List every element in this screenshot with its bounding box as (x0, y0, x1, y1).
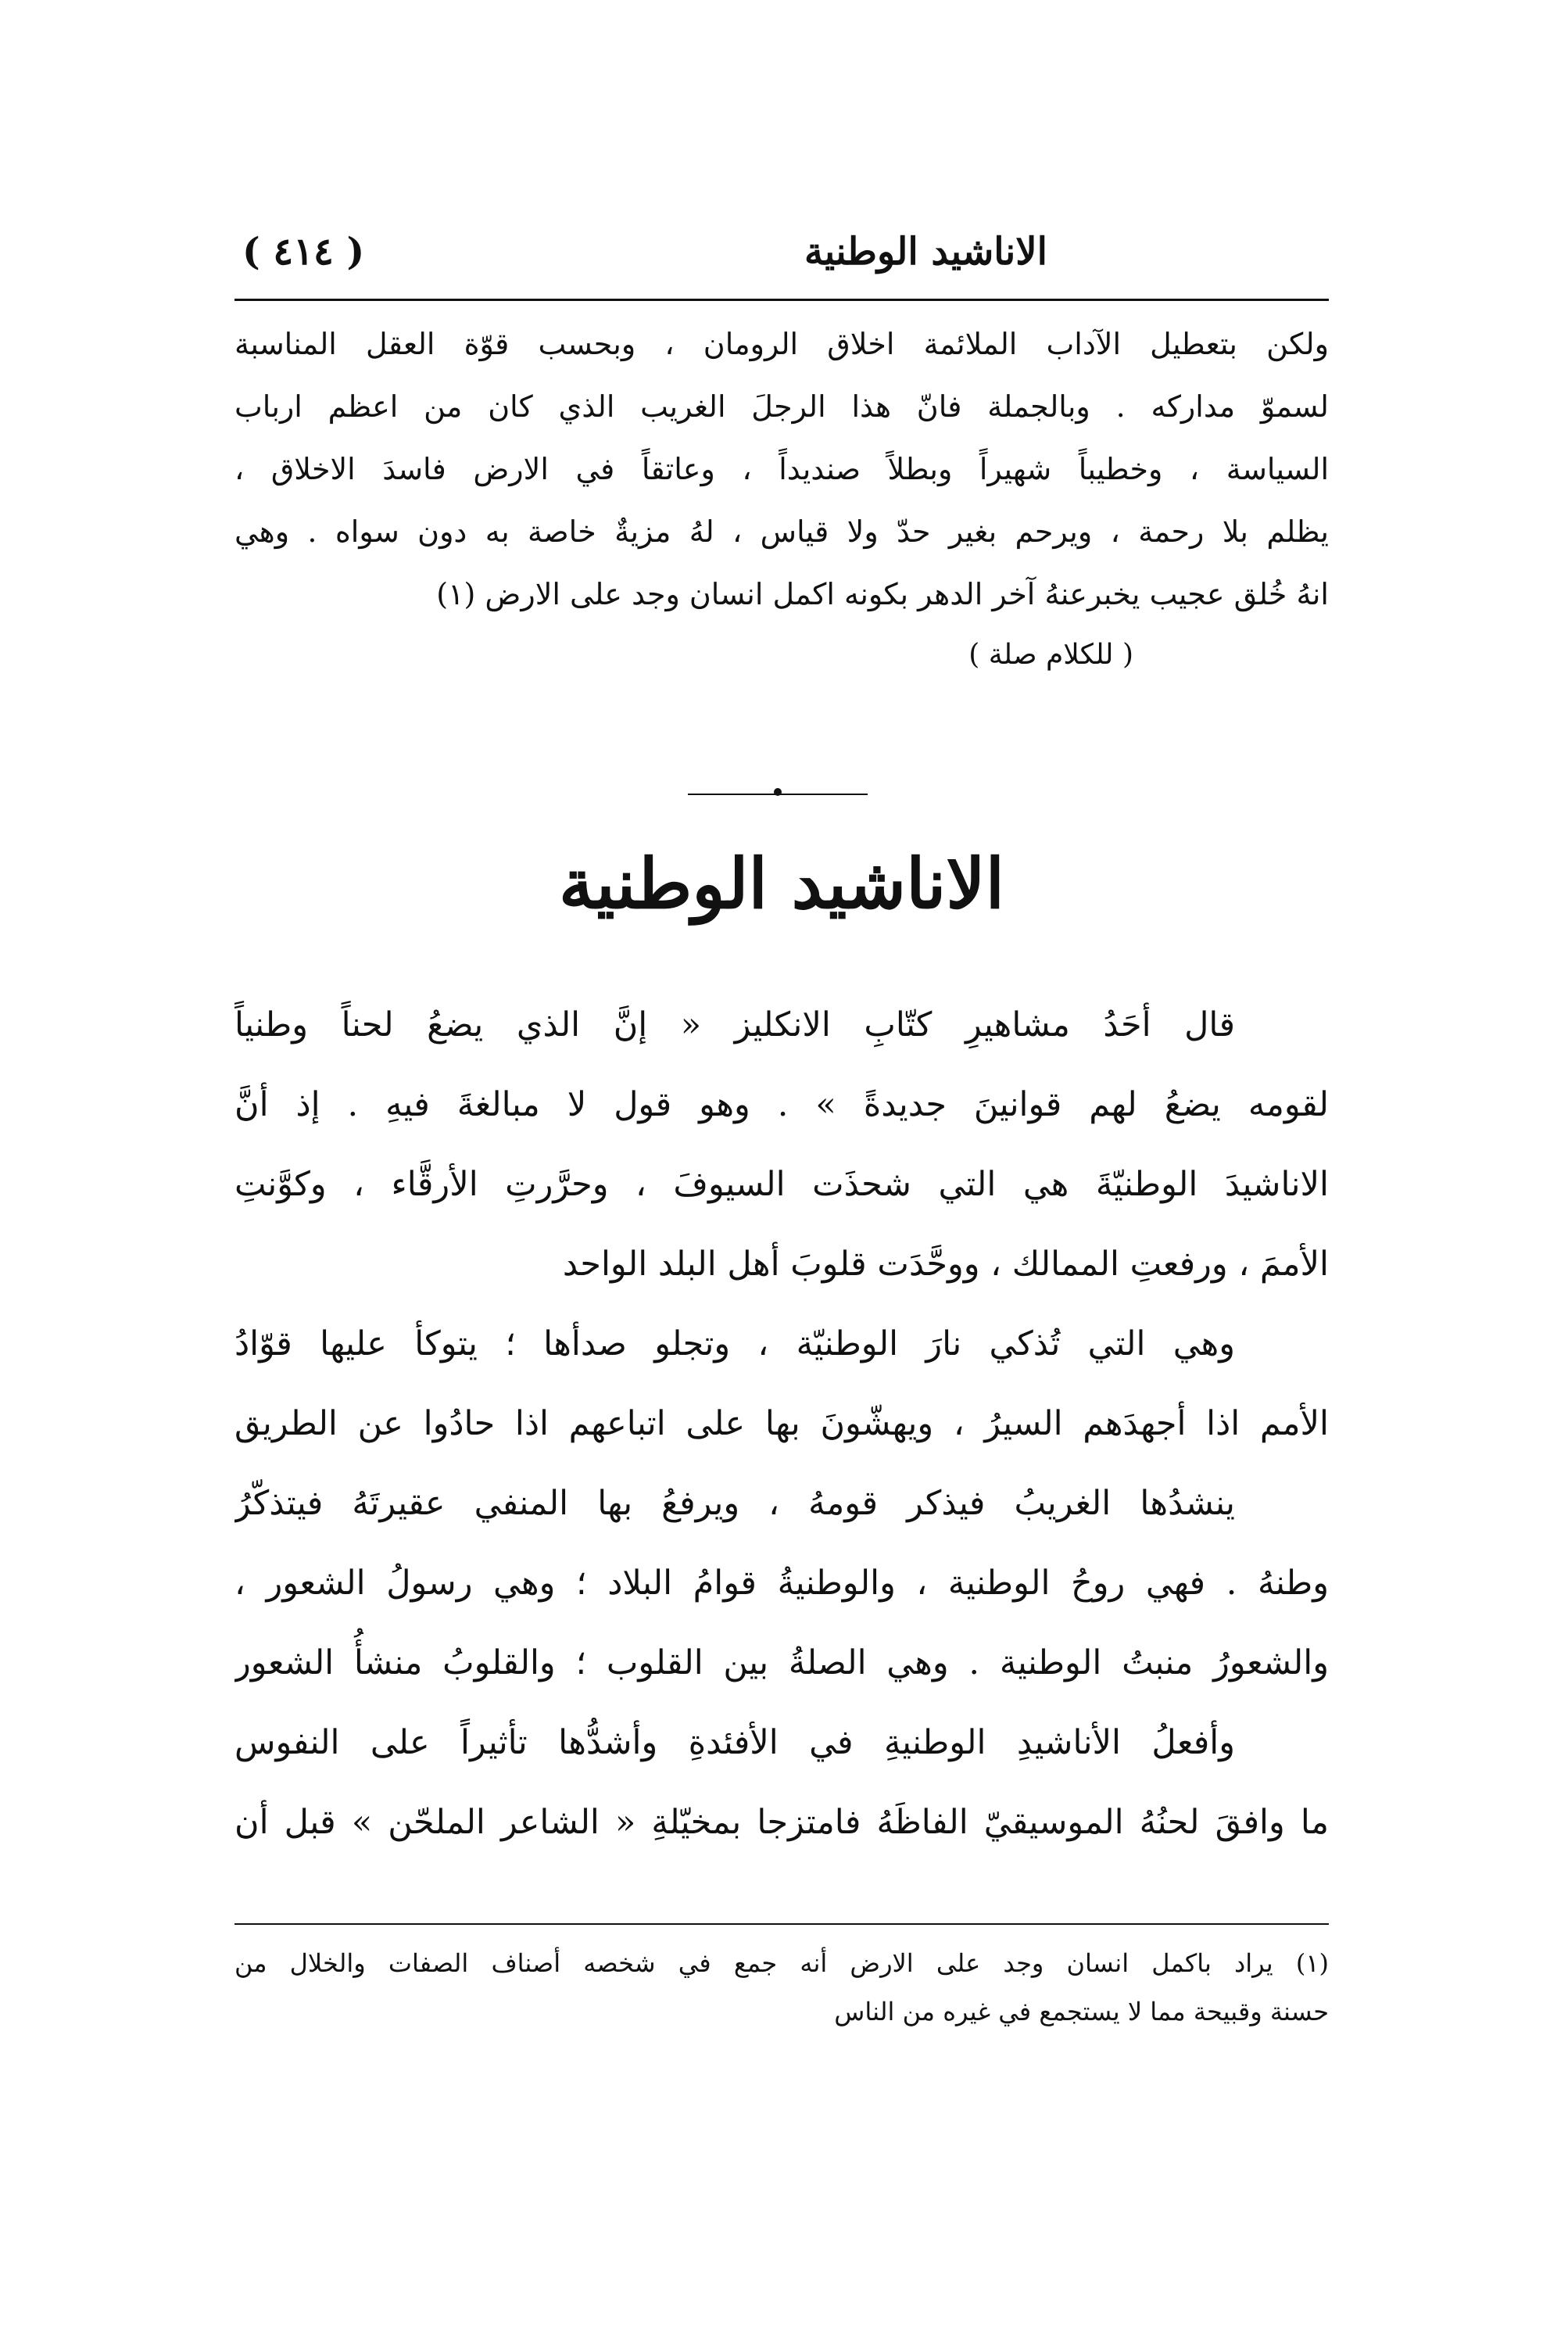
paragraph (234, 985, 1329, 1304)
text-line: الأمم اذا أجهدَهم السيرُ ، ويهشّونَ بها على اتباعهم اذا حادُوا عن الطريق (234, 1404, 1329, 1443)
continued-note: ( للكلام صلة ) (968, 639, 1133, 671)
paragraph (234, 1703, 1329, 1862)
paragraph (234, 1304, 1329, 1703)
text-line: لسموّ مداركه . وبالجملة فانّ هذا الرجلَ الغريب الذي كان من اعظم ارباب (234, 389, 1329, 424)
text-line: وطنهُ . فهي روحُ الوطنية ، والوطنيةُ قوامُ البلاد ؛ وهي رسولُ الشعور ، (234, 1564, 1329, 1603)
footnote-line: حسنة وقبيحة مما لا يستجمع في غيره من الناس (834, 1997, 1329, 2026)
text-line: وأفعلُ الأناشيدِ الوطنيةِ في الأفئدةِ وأشدُّها تأثيراً على النفوس (234, 1723, 1235, 1762)
running-title: الاناشيد الوطنية (804, 230, 1047, 274)
book-page (234, 211, 1329, 2150)
text-line: وهي التي تُذكي نارَ الوطنيّة ، وتجلو صدأها ؛ يتوكأ عليها قوّادُ (234, 1324, 1235, 1363)
text-line: يظلم بلا رحمة ، ويرحم بغير حدّ ولا قياس ، لهُ مزيةٌ خاصة به دون سواه . وهي (234, 514, 1329, 549)
text-line: قال أحَدُ مشاهيرِ كتّابِ الانكليز « إنَّ الذي يضعُ لحناً وطنياً (234, 1005, 1235, 1044)
header-rule (234, 299, 1329, 301)
text-line: ما وافقَ لحنُهُ الموسيقيّ الفاظَهُ فامتزجا بمخيّلةِ « الشاعر الملحّن » قبل أن (234, 1803, 1329, 1842)
text-line: الاناشيدَ الوطنيّةَ هي التي شحذَت السيوفَ ، وحرَّرتِ الأرقَّاء ، وكوَّنتِ (234, 1165, 1329, 1204)
text-line: والشعورُ منبتُ الوطنية . وهي الصلةُ بين القلوب ؛ والقلوبُ منشأُ الشعور (234, 1643, 1329, 1682)
text-line: انهُ خُلق عجيب يخبرعنهُ آخر الدهر بكونه اكمل انسان وجد على الارض (١) (436, 577, 1329, 611)
text-line: ولكن بتعطيل الآداب الملائمة اخلاق الرومان ، وبحسب قوّة العقل المناسبة (234, 327, 1329, 361)
text-line: ينشدُها الغريبُ فيذكر قومهُ ، ويرفعُ بها المنفي عقيرتَهُ فيتذكّرُ (234, 1484, 1235, 1523)
section-heading: الاناشيد الوطنية (558, 843, 1005, 924)
footnotes (234, 1939, 1329, 2036)
running-header (234, 211, 1329, 297)
text-line: لقومه يضعُ لهم قوانينَ جديدةً » . وهو قول لا مبالغةَ فيهِ . إذ أنَّ (234, 1085, 1329, 1124)
footnote-rule (234, 1923, 1329, 1925)
footnote-line: (١) يراد باكمل انسان وجد على الارض أنه جمع في شخصه أصناف الصفات والخلال من (234, 1948, 1329, 1978)
page-number: ( ٤١٤ ) (242, 230, 365, 274)
previous-section-text (234, 313, 1329, 685)
divider-ornament (774, 788, 782, 796)
text-line: الأممَ ، ورفعتِ الممالك ، ووحَّدَت قلوبَ أهل البلد الواحد (562, 1245, 1329, 1284)
section-body (234, 985, 1329, 1862)
text-line: السياسة ، وخطيباً شهيراً وبطلاً صنديداً ، وعاتقاً في الارض فاسدَ الاخلاق ، (234, 452, 1329, 486)
